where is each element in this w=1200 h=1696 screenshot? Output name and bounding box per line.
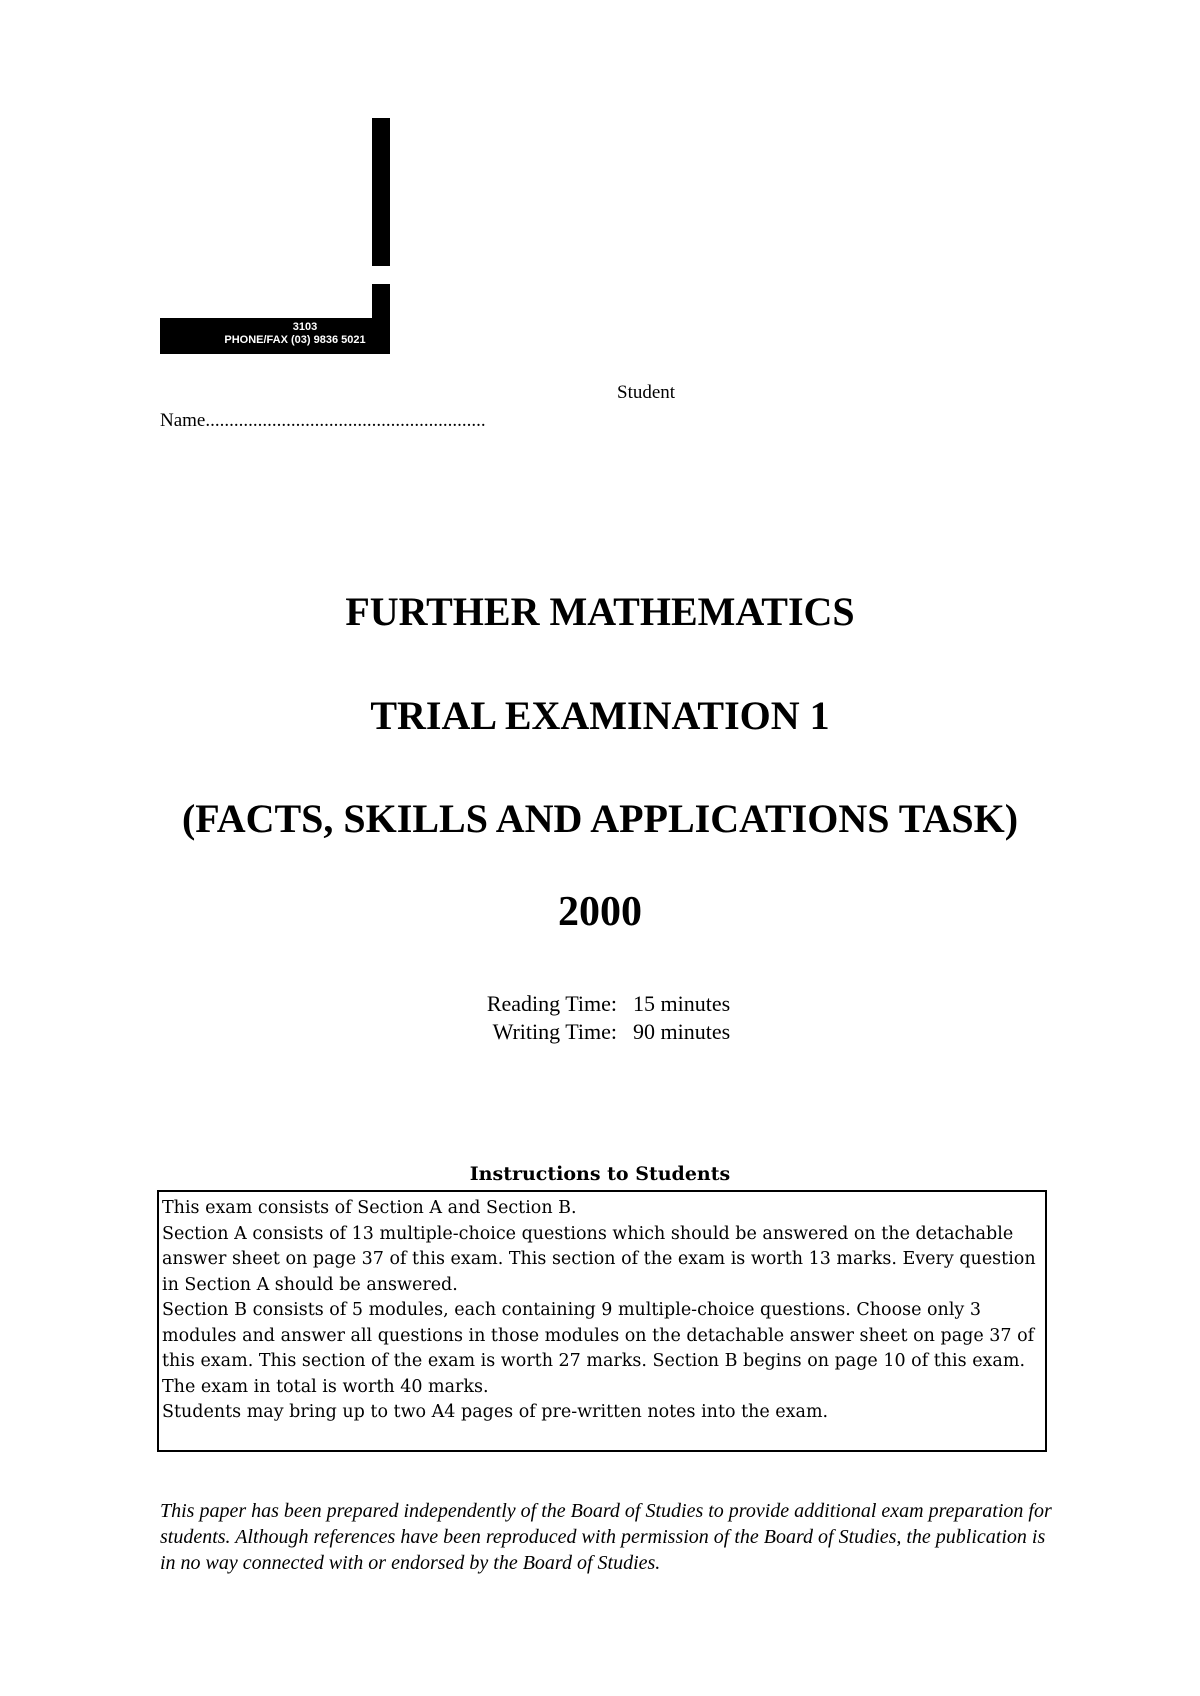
student-name-line: Name...........................................................	[160, 410, 486, 431]
reading-time-row	[0, 990, 1200, 1018]
writing-time-value: 90 minutes	[633, 1019, 731, 1044]
subject-title: FURTHER MATHEMATICS	[345, 589, 855, 634]
writing-time-label: Writing Time:	[492, 1019, 617, 1044]
student-label: Student	[617, 382, 676, 403]
logo-bar-top	[372, 118, 390, 266]
instruction-line: The exam in total is worth 40 marks.	[162, 1376, 489, 1397]
exam-title: TRIAL EXAMINATION 1	[370, 693, 830, 738]
instruction-line: This exam consists of Section A and Section B.	[162, 1198, 577, 1218]
instruction-line: Students may bring up to two A4 pages of pre-written notes into the exam.	[162, 1402, 829, 1422]
instruction-line: Section A consists of 13 multiple-choice questions which should be answered on the detachable answer sheet on page 37 of this exam. This section of the exam is worth 13 marks. Every question in Section A should be answered.	[162, 1223, 1036, 1295]
reading-time-label: Reading Time:	[486, 991, 617, 1016]
publisher-logo	[160, 318, 390, 354]
logo-phone: PHONE/FAX (03) 9836 5021	[224, 334, 366, 346]
exam-year: 2000	[558, 889, 642, 935]
task-title: (FACTS, SKILLS AND APPLICATIONS TASK)	[181, 796, 1019, 841]
writing-time-row	[0, 1018, 1200, 1046]
instruction-line: Section B consists of 5 modules, each containing 9 multiple-choice questions. Choose only 3 modules and answer all questions in those modules on the detachable answer sheet on page 37 of this exam. This section of the exam is worth 27 marks. Section B begins on page 10 of this exam.	[162, 1300, 1035, 1371]
disclaimer-text: This paper has been prepared independently of the Board of Studies to provide additional exam preparation for students. Although references have been reproduced with permission of the Board of Studies, the publication is in no way connected with or endorsed by the Board of Studies.	[160, 1500, 1052, 1574]
logo-postcode: 3103	[292, 321, 318, 333]
reading-time-value: 15 minutes	[633, 991, 731, 1016]
exam-times	[0, 990, 1200, 1046]
instructions-heading: Instructions to Students	[469, 1163, 731, 1185]
instructions-box	[157, 1190, 1047, 1452]
